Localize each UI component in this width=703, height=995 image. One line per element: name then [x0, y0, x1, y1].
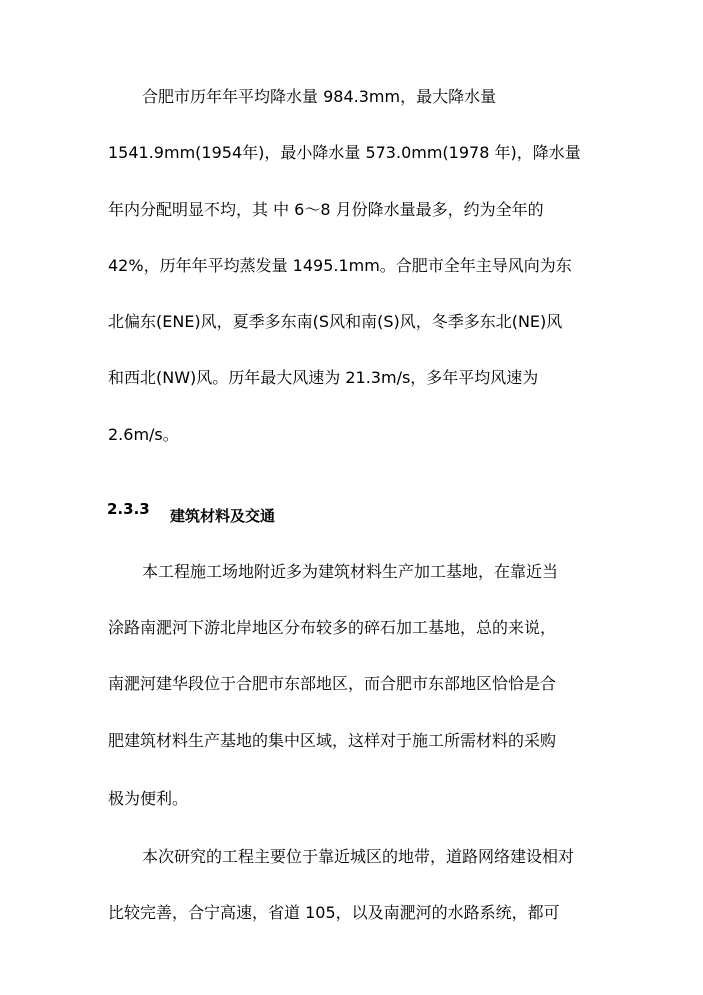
paragraph1-line-4: 42%，历年年平均蒸发量 1495.1mm。合肥市全年主导风向为东	[108, 256, 572, 275]
paragraph1-line-7: 2.6m/s。	[108, 425, 179, 444]
paragraph2-line-5: 极为便利。	[108, 789, 189, 808]
paragraph2-line-1: 本工程施工场地附近多为建筑材料生产加工基地，在靠近当	[142, 562, 559, 581]
paragraph2-line-3: 南淝河建华段位于合肥市东部地区，而合肥市东部地区恰恰是合	[108, 674, 557, 693]
paragraph1-line-5: 北偏东(ENE)风，夏季多东南(S风和南(S)风，冬季多东北(NE)风	[108, 312, 563, 331]
paragraph1-line-3: 年内分配明显不均，其 中 6～8 月份降水量最多，约为全年的	[108, 200, 544, 219]
paragraph1-line-6: 和西北(NW)风。历年最大风速为 21.3m/s，多年平均风速为	[108, 368, 539, 387]
paragraph1-line-1: 合肥市历年年平均降水量 984.3mm，最大降水量	[142, 87, 497, 106]
paragraph3-line-2: 比较完善，合宁高速，省道 105，以及南淝河的水路系统，都可	[108, 903, 560, 922]
paragraph2-line-4: 肥建筑材料生产基地的集中区域，这样对于施工所需材料的采购	[108, 731, 557, 750]
paragraph2-line-2: 涂路南淝河下游北岸地区分布较多的碎石加工基地，总的来说，	[108, 618, 557, 637]
section-number: 2.3.3	[107, 500, 150, 518]
section-title: 建筑材料及交通	[170, 507, 276, 525]
paragraph1-line-2: 1541.9mm(1954年)，最小降水量 573.0mm(1978 年)，降水量	[108, 143, 581, 162]
paragraph3-line-1: 本次研究的工程主要位于靠近城区的地带，道路网络建设相对	[142, 847, 575, 866]
